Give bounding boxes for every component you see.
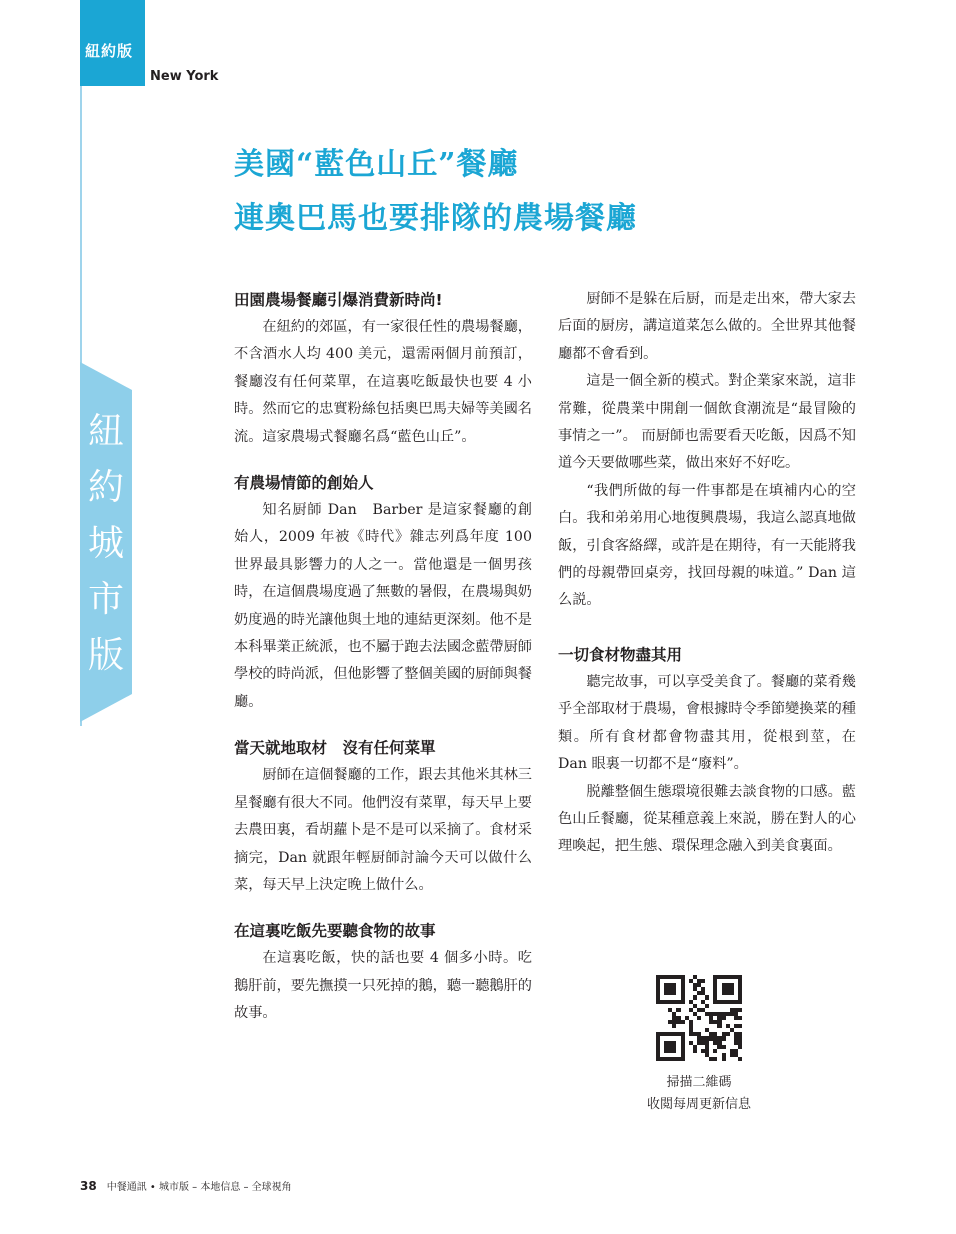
- paragraph: 厨師不是躲在后厨，而是走出來，帶大家去后面的厨房，講這道菜怎么做的。全世界其他餐廳都不會看到。: [558, 291, 856, 362]
- qr-caption: [620, 1072, 778, 1116]
- section-heading: 當天就地取材 沒有任何菜單: [234, 739, 436, 758]
- paragraph: 知名厨師 Dan Barber 是這家餐廳的創始人，2009 年被《時代》雜志列爲年度 100 世界最具影響力的人之一。當他還是一個男孩時，在這個農場度過了無數的暑假，在農場與奶奶度過的時光讓他與土地的連結更深刻。他不是本科畢業正統派，也不屬于跑去法國念藍帶厨師學校的時尚派，但他影響了整個美國的厨師與餐廳。: [234, 502, 532, 710]
- qr-code-icon[interactable]: [656, 975, 742, 1061]
- page-footer: [80, 1178, 292, 1193]
- right-column: [558, 286, 856, 861]
- article-title: [234, 138, 894, 246]
- title-line-2: 連奧巴馬也要排隊的農場餐廳: [234, 201, 637, 236]
- paragraph: 在紐約的郊區，有一家很任性的農場餐廳，不含酒水人均 400 美元，還需兩個月前預訂，餐廳沒有任何菜單，在這裏吃飯最快也要 4 小時。然而它的忠實粉絲包括奧巴馬夫婦等美國名流。這家農場式餐廳名爲“藍色山丘”。: [234, 319, 532, 445]
- title-line-1: 美國“藍色山丘”餐廳: [234, 147, 519, 182]
- paragraph: 聽完故事，可以享受美食了。餐廳的菜肴幾乎全部取材于農場，會根據時令季節變換菜的種類。所有食材都會物盡其用，從根到莖，在 Dan 眼裏一切都不是“廢料”。: [558, 673, 856, 773]
- paragraph: 厨師在這個餐廳的工作，跟去其他米其林三星餐廳有很大不同。他們沒有菜單，每天早上要去農田裏，看胡蘿卜是不是可以采摘了。食材采摘完，Dan 就跟年輕厨師討論今天可以做什么菜，每天早上決定晚上做什么。: [234, 767, 532, 893]
- page-number: 38: [80, 1179, 97, 1193]
- qr-caption-line-2: 收閲每周更新信息: [646, 1097, 751, 1112]
- footer-text: 中餐通訊 • 城市版 – 本地信息 – 全球視角: [106, 1182, 292, 1193]
- section-heading: 有農場情節的創始人: [234, 474, 374, 493]
- side-char: 紐: [87, 411, 124, 452]
- side-section-label: [86, 404, 126, 684]
- edition-tab-label: 紐約版: [85, 42, 134, 60]
- paragraph: “我們所做的每一件事都是在填補内心的空白。我和弟弟用心地復興農場，我這么認真地做飯，引食客絡繹，或許是在期待，有一天能將我們的母親帶回桌旁，找回母親的味道。” Dan 這么説。: [558, 482, 856, 609]
- paragraph: 在這裏吃飯，快的話也要 4 個多小時。吃鵝肝前，要先撫摸一只死掉的鵝，聽一聽鵝肝的故事。: [234, 950, 532, 1022]
- left-column: [234, 286, 532, 1028]
- paragraph: 脱離整個生態環境很難去談食物的口感。藍色山丘餐廳，從某種意義上來説，勝在對人的心理喚起，把生態、環保理念融入到美食裏面。: [558, 783, 856, 855]
- side-char: 城: [87, 523, 124, 564]
- section-heading: 一切食材物盡其用: [558, 645, 683, 664]
- side-char: 約: [87, 467, 124, 508]
- paragraph: 這是一個全新的模式。對企業家來説，這非常難，從農業中開創一個飲食潮流是“最冒險的事情之一”。 而厨師也需要看天吃飯，因爲不知道今天要做哪些菜，做出來好不好吃。: [558, 373, 856, 472]
- qr-caption-line-1: 掃描二維碼: [666, 1075, 732, 1090]
- section-heading: 田園農場餐廳引爆消費新時尚!: [234, 291, 443, 309]
- side-char: 版: [87, 635, 124, 676]
- side-char: 市: [87, 579, 124, 620]
- edition-english-label: New York: [150, 69, 219, 84]
- section-heading: 在這裏吃飯先要聽食物的故事: [234, 922, 436, 941]
